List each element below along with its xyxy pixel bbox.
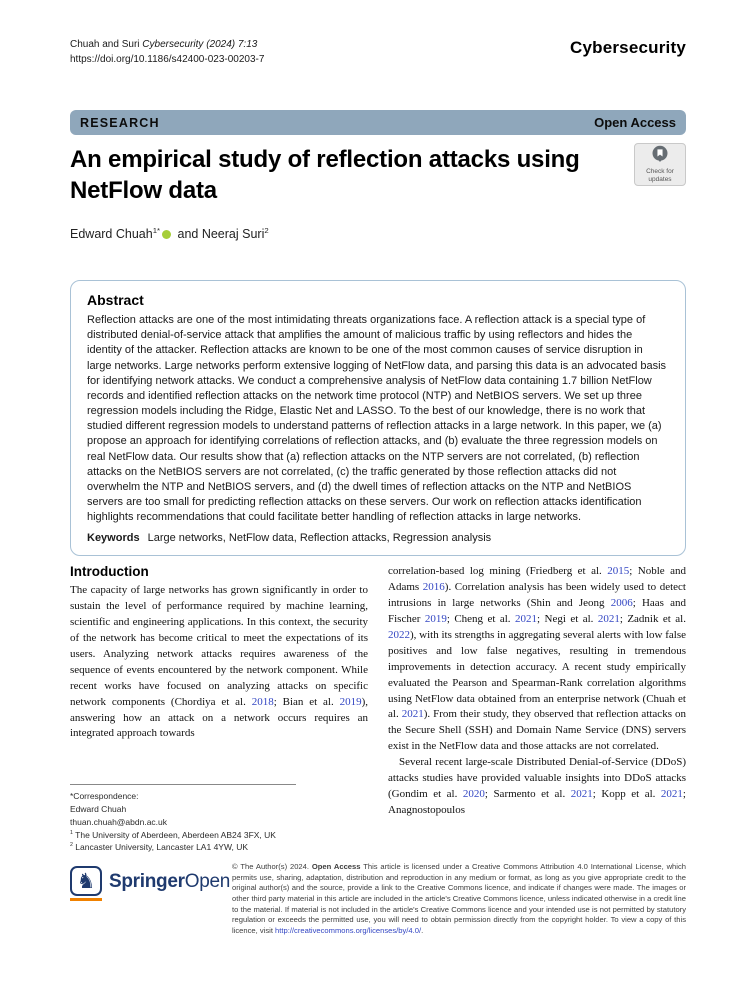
header-citation-block [70, 38, 264, 67]
authors-line: Edward Chuah$^{1*}$ and Neeraj Suri$^2$ [70, 226, 269, 242]
intro-paragraph-left: The capacity of large networks has grown significantly in order to sustain the level of performance required by machine learning, scientific and engineering applications. In this context, the security of the network has become critical to meet the expectations of its users. Analyzing network attacks requires awareness of the sequence of events encountered by the network component. While recent works have focused on analyzing attacks on specific network components (Chordiya et al. 2018; Bian et al. 2019), answering how an attack on a network occurs requires an integrated approach towards [70, 584, 368, 740]
correspondence-name: Edward Chuah [70, 804, 127, 814]
inline-link[interactable]: 2019 [339, 695, 362, 708]
inline-link[interactable]: 2015 [607, 565, 630, 577]
right-column [388, 564, 686, 858]
inline-link[interactable]: 2019 [424, 612, 447, 625]
correspondence-email-link[interactable]: thuan.chuah@abdn.ac.uk [70, 816, 168, 827]
affiliation-2: $^2$ Lancaster University, Lancaster LA1 4YW, UK [70, 842, 249, 853]
introduction-heading: Introduction [70, 564, 149, 579]
license-text: © The Author(s) 2024. Open Access This article is licensed under a Creative Commons Attribution 4.0 International License, which permits use, sharing, adaptation, distribution and reproduction in any medium or format, as long as you give appropriate credit to the original author(s) and the source, provide a link to the Creative Commons licence, and indicate if changes were made. The images or other third party material in this article are included in the article's Creative Commons licence, unless indicated otherwise in a credit line to the material. If material is not included in the article's Creative Commons licence and your intended use is not permitted by statutory regulation or exceeds the permitted use, you will need to obtain permission directly from the copyright holder. To view a copy of this licence, visit http://creativecommons.org/licenses/by/4.0/. [232, 862, 686, 935]
keywords-text: Large networks, NetFlow data, Reflection attacks, Regression analysis [147, 532, 492, 545]
inline-link[interactable]: 2006 [610, 596, 633, 609]
page-header [70, 38, 686, 67]
left-column [70, 564, 368, 858]
journal-name: Cybersecurity [570, 38, 686, 57]
springer-logo-text: SpringerOpen [109, 871, 231, 892]
citation-line: Chuah and Suri Cybersecurity (2024) 7:13 [70, 39, 258, 50]
abstract-heading: Abstract [87, 292, 144, 308]
keywords-label: Keywords [87, 532, 140, 545]
orcid-icon[interactable] [162, 230, 171, 239]
inline-link[interactable]: http://creativecommons.org/licenses/by/4.0/ [275, 925, 422, 935]
check-updates-label: Check for updates [646, 167, 674, 183]
inline-link[interactable]: 2020 [462, 788, 485, 801]
keywords-line [87, 532, 669, 544]
crossmark-icon [651, 145, 669, 168]
body-columns [70, 564, 686, 858]
doi-link[interactable]: https://doi.org/10.1186/s42400-023-00203-7 [70, 53, 265, 65]
open-access-label: Open Access [594, 115, 676, 130]
abstract-body: Reflection attacks are one of the most intimidating threats organizations face. A reflection attack is a special type of distributed denial-of-service attack that amplifies the amount of malicious traffic by using reflectors and hides the identity of the attacker. Reflection attacks are known to be one of the most common causes of service disruption in large networks. Large networks perform extensive logging of NetFlow data, and parsing this data is an advocated basis for identifying network attacks. We conduct a comprehensive analysis of NetFlow data containing 1.7 billion NetFlow records and identified reflection attacks on the network time protocol (NTP) and NetBIOS servers. We set up three regression models including the Ridge, Elastic Net and LASSO. To the best of our knowledge, there is no work that studied different regression models to understand patterns of reflection attacks in a large network. In this paper, we (a) propose an approach for identifying correlations of reflection attacks, and (b) evaluate the three regression models on real NetFlow data. Our results show that (a) reflection attacks on the NTP servers are not correlated, (b) reflection attacks on the NetBIOS servers are not correlated, (c) the traffic generated by those reflection attacks did not overwhelm the NTP and NetBIOS servers, and (d) the dwell times of reflection attacks on the NTP and NetBIOS servers are too small for predicting reflection attacks on these servers. Our work on reflection attacks identification highlights recommendations that could facilitate better handling of reflection attacks in large networks. [87, 314, 667, 524]
article-title: An empirical study of reflection attacks using NetFlow data [70, 146, 580, 205]
springer-logo-icon: ♞ [70, 866, 102, 901]
inline-link[interactable]: 2021 [570, 788, 593, 801]
inline-link[interactable]: 2021 [401, 708, 424, 721]
footnote-divider [70, 784, 296, 785]
inline-link[interactable]: 2016 [422, 580, 445, 593]
research-banner [70, 110, 686, 135]
inline-link[interactable]: 2022 [388, 628, 410, 641]
intro-paragraph-right-1: correlation-based log mining (Friedberg et al. 2015; Noble and Adams 2016). Correlation analysis has been widely used to detect intrusions in large networks (Shin and Jeong 2006; Haas and Fischer 2019; Cheng et al. 2021; Negi et al. 2021; Zadnik et al. 2022), with its strengths in aggregating several alerts with low false positives and low false negatives, resulting in tremendous improvements in detection accuracy. A recent study empirically evaluated the Pearson and Spearman-Rank correlation algorithms using NetFlow data obtained from an enterprise network (Chuah et al. 2021). From their study, they observed that reflection attacks on the Secure Shell (SSH) and Domain Name Service (DNS) servers exist in the NetFlow data and those attacks are not correlated. [388, 565, 686, 753]
abstract-box [70, 280, 686, 556]
inline-link[interactable]: 2021 [597, 612, 620, 625]
correspondence-label: *Correspondence: [70, 791, 139, 802]
check-updates-badge[interactable] [634, 143, 686, 186]
affiliation-1: $^1$ The University of Aberdeen, Aberdeen AB24 3FX, UK [70, 829, 276, 840]
inline-link[interactable]: 2018 [251, 695, 274, 708]
intro-paragraph-right-2: Several recent large-scale Distributed Denial-of-Service (DDoS) attacks studies have provided valuable insights into DDoS attacks (Gondim et al. 2020; Sarmento et al. 2021; Kopp et al. 2021; Anagnostopoulos [388, 756, 686, 817]
inline-link[interactable]: 2021 [515, 612, 537, 625]
research-label: RESEARCH [80, 115, 160, 130]
springer-open-logo [70, 862, 231, 936]
correspondence-block [70, 784, 368, 854]
inline-link[interactable]: 2021 [660, 788, 683, 801]
page-footer [70, 862, 686, 936]
